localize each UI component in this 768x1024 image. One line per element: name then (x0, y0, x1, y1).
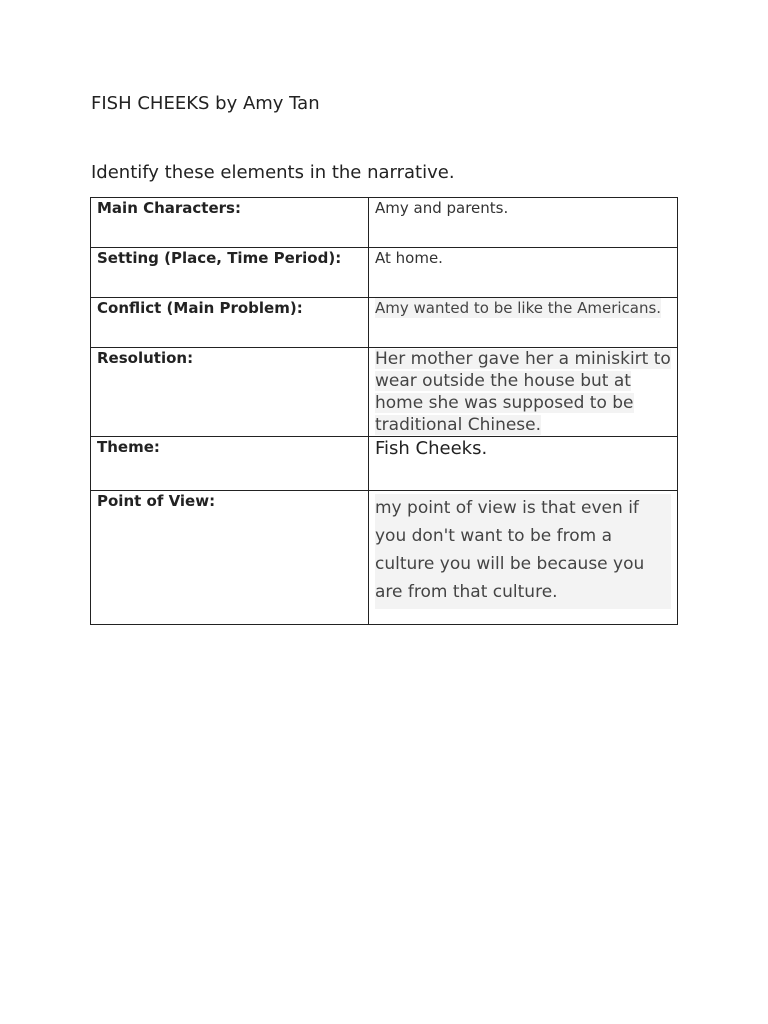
table-row (91, 298, 678, 348)
row-value-theme[interactable] (369, 437, 678, 491)
setting-answer: At home. (375, 249, 443, 267)
table-row (91, 437, 678, 491)
row-value-resolution[interactable] (369, 348, 678, 437)
resolution-answer: Her mother gave her a miniskirt to wear outside the house but at home she was supposed to be traditional Chinese. (375, 349, 671, 435)
row-label-setting: Setting (Place, Time Period): (91, 248, 369, 298)
row-label-resolution: Resolution: (91, 348, 369, 437)
document-instruction: Identify these elements in the narrative. (91, 162, 455, 183)
main-characters-answer: Amy and parents. (375, 199, 509, 217)
row-value-conflict[interactable] (369, 298, 678, 348)
table-row (91, 491, 678, 625)
table-row (91, 198, 678, 248)
row-value-main-characters[interactable] (369, 198, 678, 248)
row-label-main-characters: Main Characters: (91, 198, 369, 248)
theme-answer: Fish Cheeks. (375, 438, 488, 459)
point-of-view-answer: my point of view is that even if you don't want to be from a culture you will be because you are from that culture. (375, 494, 671, 609)
table-row (91, 248, 678, 298)
document-title: FISH CHEEKS by Amy Tan (91, 93, 320, 114)
conflict-answer: Amy wanted to be like the Americans. (375, 299, 662, 317)
narrative-elements-table (90, 197, 678, 625)
row-label-conflict: Conflict (Main Problem): (91, 298, 369, 348)
row-value-point-of-view[interactable] (369, 491, 678, 625)
row-value-setting[interactable] (369, 248, 678, 298)
row-label-point-of-view: Point of View: (91, 491, 369, 625)
table-row (91, 348, 678, 437)
row-label-theme: Theme: (91, 437, 369, 491)
